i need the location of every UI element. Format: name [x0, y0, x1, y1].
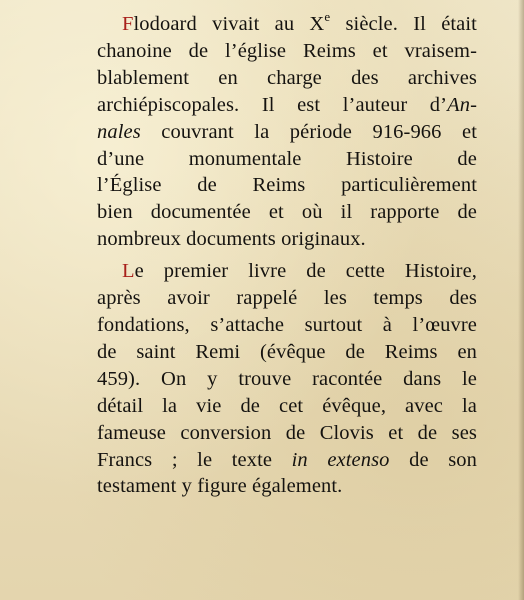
italic-in-extenso: in extenso [291, 448, 390, 471]
red-initial-f: F [122, 13, 134, 35]
paragraph-1-line-5: nales couvrant la période 916-966 et [97, 120, 477, 143]
paragraph-2-line-5: 459). On y trouve racontée dans le [97, 367, 477, 390]
paragraph-2-line-3: fondations, s’attache surtout à l’œuvre [97, 313, 477, 336]
paragraph-2-line-2: après avoir rappelé les temps des [97, 287, 477, 310]
red-initial-l: L [122, 260, 135, 283]
paragraph-1-line-4: archiépiscopales. Il est l’auteur d’An- [97, 93, 477, 116]
paragraph-1-line-2: chanoine de l’église Reims et vraisem- [97, 39, 477, 62]
paragraph-1 [97, 11, 477, 253]
superscript-e: e [324, 9, 331, 25]
paragraph-1-line-8: bien documentée et où il rapporte de [97, 201, 477, 224]
paragraph-2-line-9: testament y figure également. [97, 475, 343, 498]
paragraph-2-line-7: fameuse conversion de Clovis et de ses [97, 421, 477, 444]
paragraph-1-line-3: blablement en charge des archives [97, 66, 477, 89]
paragraph-2-line-4: de saint Remi (évêque de Reims en [97, 340, 477, 363]
paragraph-2-line-8: Francs ; le texte in extenso de son [97, 448, 477, 471]
paragraph-2 [97, 258, 477, 500]
italic-annales-end: nales [97, 120, 141, 143]
paragraph-2-line-6: détail la vie de cet évêque, avec la [97, 394, 477, 417]
text-block [97, 11, 477, 500]
paragraph-2-line-1: Le premier livre de cette Histoire, [122, 260, 477, 283]
paragraph-1-line-9: nombreux documents originaux. [97, 228, 366, 251]
page-edge-shadow [518, 0, 524, 600]
paragraph-1-line-6: d’une monumentale Histoire de [97, 147, 477, 170]
paragraph-1-line-7: l’Église de Reims particulièrement [97, 174, 477, 197]
paragraph-1-line-1: Flodoard vivait au Xe siècle. Il était [122, 9, 477, 35]
italic-annales-start: An- [447, 93, 477, 116]
